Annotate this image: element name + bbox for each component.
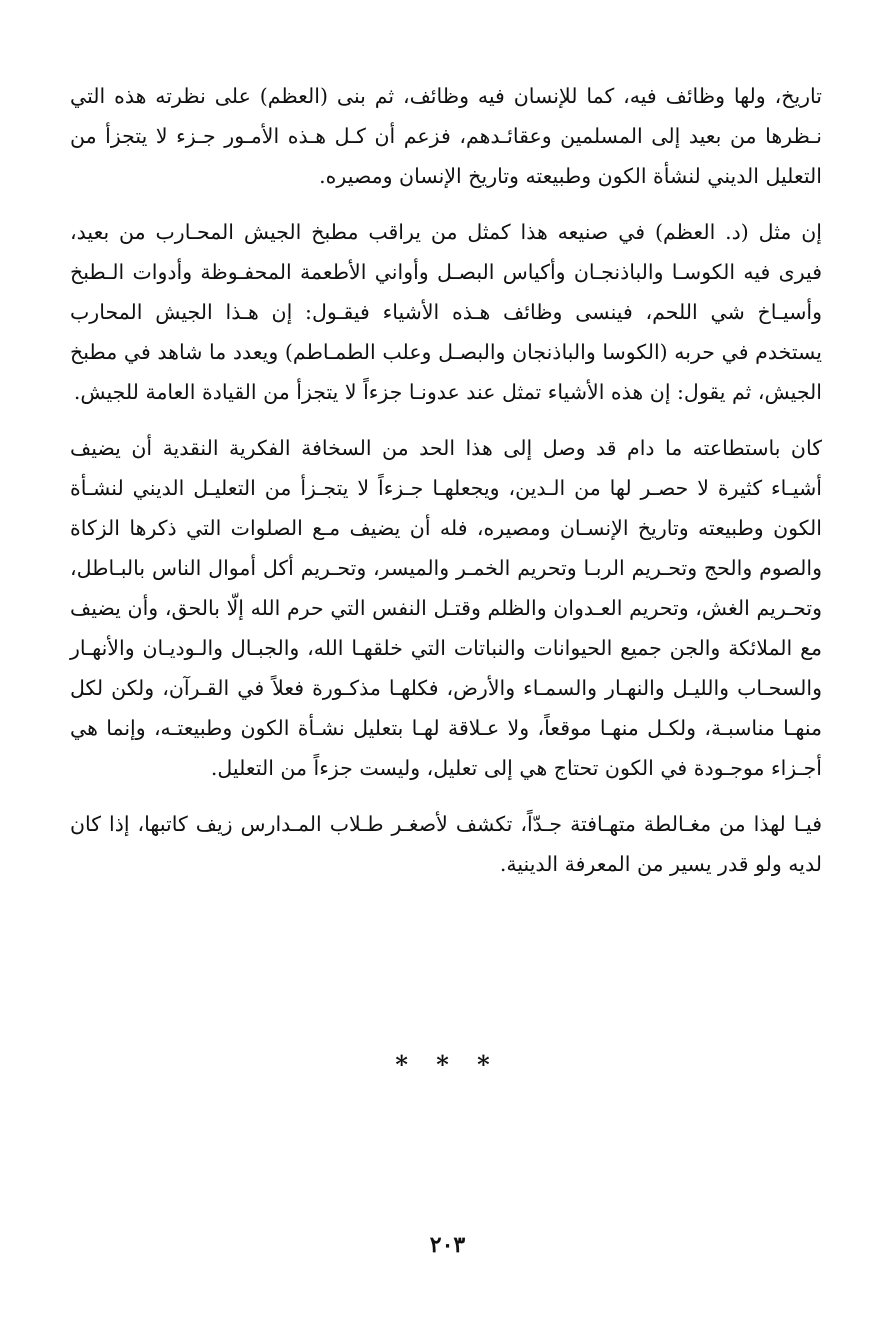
paragraph-2: إن مثل (د. العظم) في صنيعه هذا كمثل من يراقب مطبخ الجيش المحـارب من بعيد، فيرى فيه الكوسـا والباذنجـان وأكياس البصـل وأواني الأطعمة المحفـوظة وأدوات الـطبخ وأسيـاخ شي اللحم، فينسى وظائف هـذه الأشياء فيقـول: إن هـذا الجيش المحارب يستخدم في حربه (الكوسا والباذنجان والبصـل وعلب الطمـاطم) ويعدد ما شاهد في مطبخ الجيش، ثم يقول: إن هذه الأشياء تمثل عند عدونـا جزءاً لا يتجزأ من القيادة العامة للجيش. xyxy=(70,220,822,404)
section-separator: * * * xyxy=(395,1050,500,1079)
paragraph-4: فيـا لهذا من مغـالطة متهـافتة جـدّاً، تكشف لأصغـر طـلاب المـدارس زيف كاتبها، إذا كان لديه ولو قدر يسير من المعرفة الدينية. xyxy=(70,812,822,876)
paragraph-3: كان باستطاعته ما دام قد وصل إلى هذا الحد من السخافة الفكرية النقدية أن يضيف أشيـاء كثيرة لا حصـر لها من الـدين، ويجعلهـا جـزءاً لا يتجـزأ من التعليـل الديني لنشـأة الكون وطبيعته وتاريخ الإنسـان ومصيره، فله أن يضيف مـع الصلوات التي ذكرها الزكاة والصوم والحج وتحـريم الربـا وتحريم الخمـر والميسر، وتحـريم أكل أموال الناس بالبـاطل، وتحـريم الغش، وتحريم العـدوان والظلم وقتـل النفس التي حرم الله إلّا بالحق، وأن يضيف مع الملائكة والجن جميع الحيوانات والنباتات التي خلقهـا الله، والجبـال والـوديـان والأنهـار والسحـاب والليـل والنهـار والسمـاء والأرض، فكلهـا مذكـورة فعلاً في القـرآن، ولكن لكل منهـا مناسبـة، ولكـل منهـا موقعاً، ولا عـلاقة لهـا بتعليل نشـأة الكون وطبيعتـه، وإنما هي أجـزاء موجـودة في الكون تحتاج هي إلى تعليل، وليست جزءاً من التعليل. xyxy=(70,436,822,780)
page-body xyxy=(70,76,822,900)
page-number: ٢٠٣ xyxy=(429,1232,466,1258)
paragraph-1: تاريخ، ولها وظائف فيه، كما للإنسان فيه وظائف، ثم بنى (العظم) على نظرته هذه التي نـظرها من بعيد إلى المسلمين وعقائـدهم، فزعم أن كـل هـذه الأمـور جـزء لا يتجزأ من التعليل الديني لنشأة الكون وطبيعته وتاريخ الإنسان ومصيره. xyxy=(70,84,822,188)
